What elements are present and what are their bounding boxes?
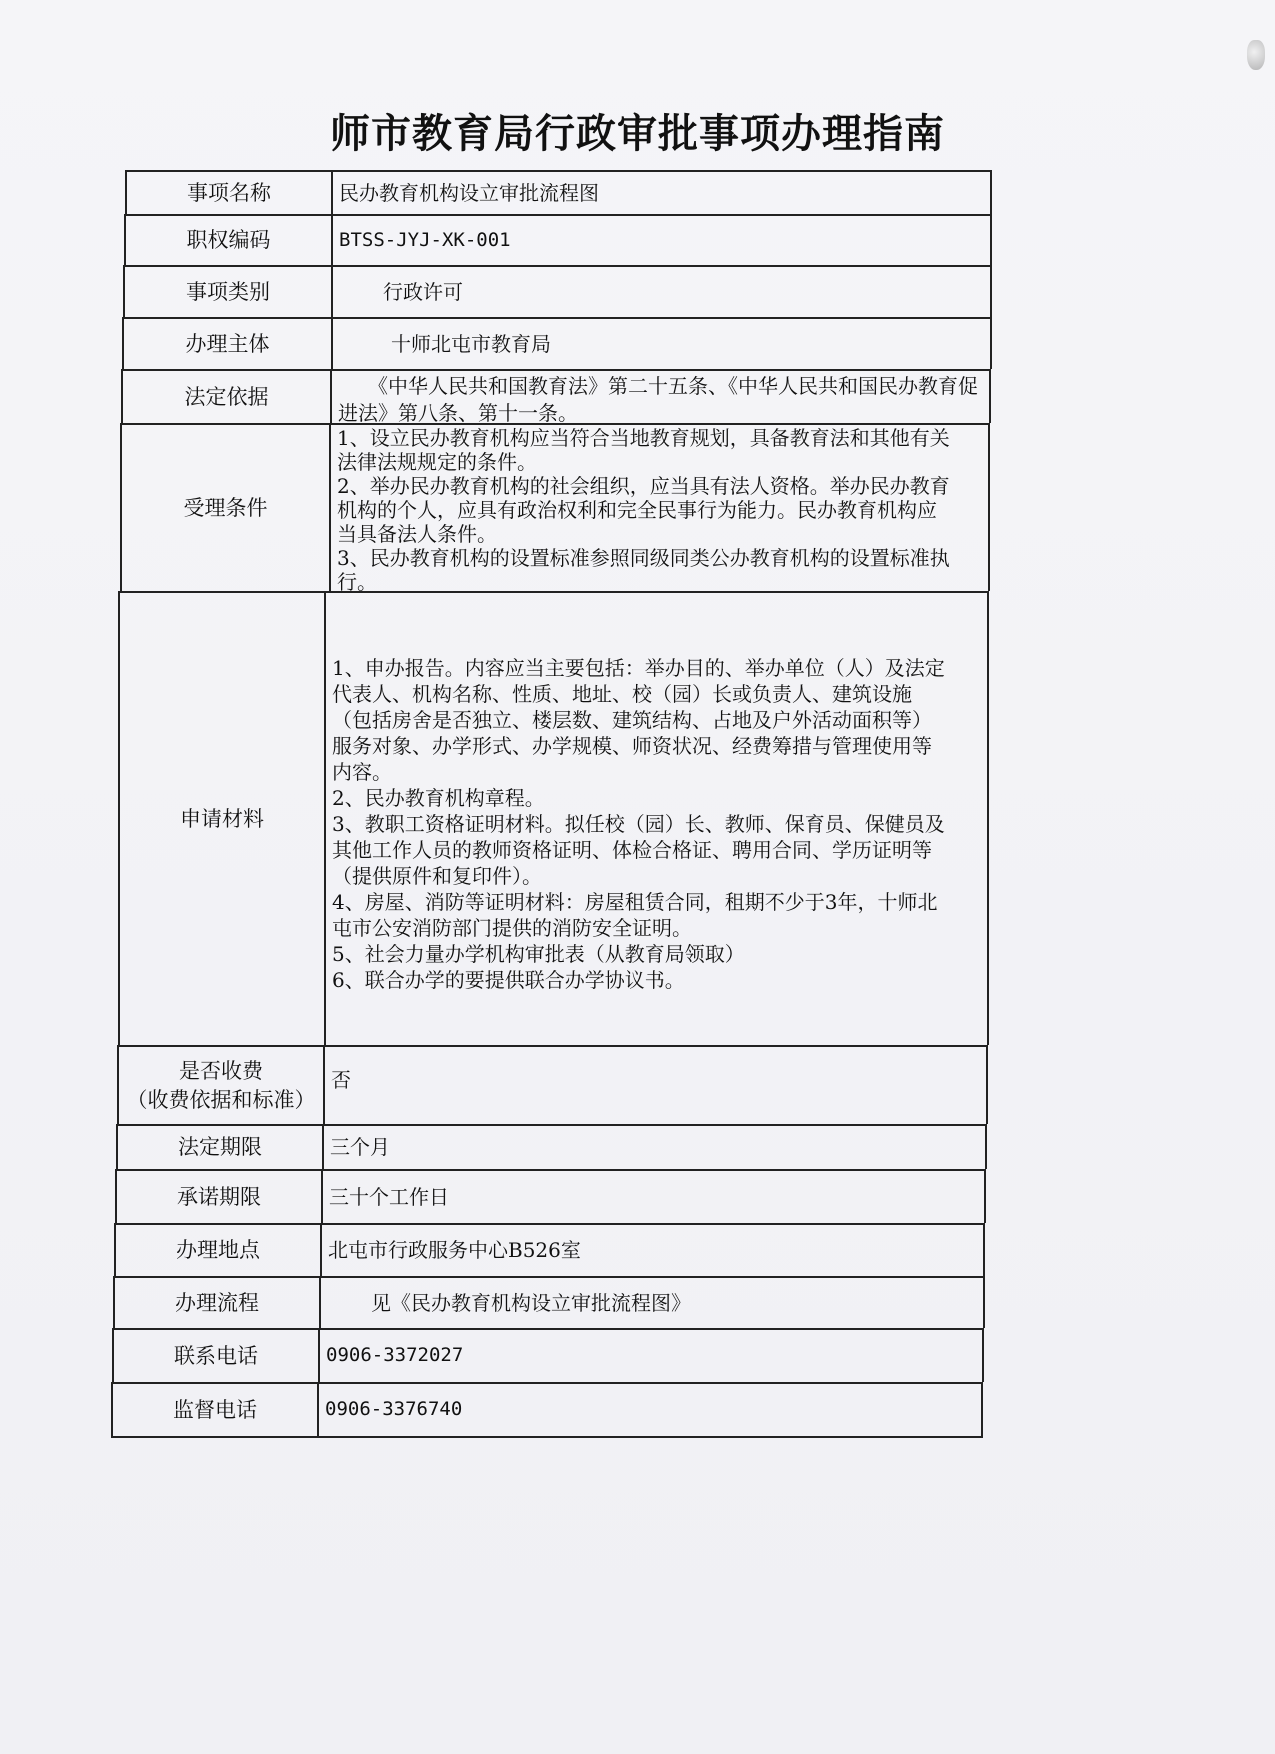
- table-row-process: [113, 1276, 985, 1328]
- row-label: [119, 1047, 325, 1124]
- text-line: （提供原件和复印件）。: [332, 864, 542, 888]
- row-value: 0906-3376740: [325, 1398, 463, 1421]
- table-row-authority-code: [124, 214, 992, 265]
- text-line: 行。: [337, 570, 377, 594]
- row-label: 申请材料: [120, 593, 326, 1045]
- text-line: 6、联合办学的要提供联合办学协议书。: [332, 968, 685, 992]
- row-value: 民办教育机构设立审批流程图: [339, 180, 599, 205]
- table-row-location: [114, 1223, 985, 1276]
- row-value: 十师北屯市教育局: [391, 331, 551, 356]
- text-line: 进法》第八条、第十一条。: [338, 401, 578, 425]
- table-row-item-name: [125, 170, 992, 214]
- row-label: 职权编码: [126, 216, 333, 265]
- row-label: 事项名称: [127, 172, 333, 214]
- row-label: 办理主体: [124, 319, 333, 369]
- text-line: 法律法规规定的条件。: [337, 450, 537, 474]
- table-row-legal-deadline: [116, 1124, 987, 1169]
- text-line: 其他工作人员的教师资格证明、体检合格证、聘用合同、学历证明等: [332, 838, 932, 862]
- row-label: 办理流程: [115, 1278, 321, 1328]
- row-value: 见《民办教育机构设立审批流程图》: [371, 1290, 691, 1315]
- scan-artifact: [1247, 40, 1265, 70]
- table-row-application-materials: [118, 591, 989, 1045]
- row-label: 受理条件: [122, 425, 331, 591]
- text-line: 代表人、机构名称、性质、地址、校（园）长或负责人、建筑设施: [332, 682, 912, 706]
- table-row-supervision-phone: [111, 1382, 983, 1438]
- row-label: 事项类别: [125, 267, 333, 317]
- row-value: 三十个工作日: [329, 1184, 449, 1209]
- row-value: [332, 371, 989, 423]
- row-value: 北屯市行政服务中心B526室: [328, 1238, 581, 1262]
- text-line: 机构的个人，应具有政治权利和完全民事行为能力。民办教育机构应: [337, 498, 937, 522]
- row-value: BTSS-JYJ-XK-001: [339, 228, 511, 251]
- text-line: 2、民办教育机构章程。: [332, 786, 545, 810]
- text-line: 内容。: [332, 760, 392, 784]
- row-label: 联系电话: [114, 1330, 320, 1382]
- page-title: 师市教育局行政审批事项办理指南: [330, 111, 945, 157]
- table-row-acceptance-conditions: [120, 423, 990, 594]
- text-line: 屯市公安消防部门提供的消防安全证明。: [332, 916, 692, 940]
- row-value: 否: [331, 1068, 351, 1092]
- text-line: （包括房舍是否独立、楼层数、建筑结构、占地及户外活动面积等）: [332, 708, 932, 732]
- row-label: 法定依据: [123, 371, 332, 423]
- text-line: 2、举办民办教育机构的社会组织，应当具有法人资格。举办民办教育: [337, 474, 950, 498]
- row-value: [331, 425, 988, 594]
- text-line: 5、社会力量办学机构审批表（从教育局领取）: [332, 942, 745, 966]
- text-line: 3、民办教育机构的设置标准参照同级同类公办教育机构的设置标准执: [337, 546, 950, 570]
- row-value: 行政许可: [383, 279, 463, 304]
- row-value: 三个月: [330, 1135, 390, 1159]
- text-line: 《中华人民共和国教育法》第二十五条、《中华人民共和国民办教育促: [368, 374, 978, 398]
- row-label: 法定期限: [118, 1126, 324, 1169]
- table-row-category: [123, 265, 992, 317]
- text-line: 4、房屋、消防等证明材料：房屋租赁合同，租期不少于3年，十师北: [332, 890, 938, 914]
- row-label: 监督电话: [113, 1384, 319, 1436]
- table-row-legal-basis: [121, 369, 991, 423]
- table-row-contact-phone: [112, 1328, 984, 1382]
- text-line: 3、教职工资格证明材料。拟任校（园）长、教师、保育员、保健员及: [332, 812, 945, 836]
- table-row-fee: [117, 1045, 988, 1124]
- row-value: 0906-3372027: [326, 1344, 464, 1367]
- text-line: 1、设立民办教育机构应当符合当地教育规划，具备教育法和其他有关: [337, 426, 950, 450]
- row-label: 办理地点: [116, 1225, 322, 1276]
- fee-label: 是否收费: [179, 1059, 263, 1084]
- fee-basis-label: （收费依据和标准）: [126, 1087, 316, 1112]
- text-line: 服务对象、办学形式、办学规模、师资状况、经费筹措与管理使用等: [332, 734, 932, 758]
- text-line: 1、申办报告。内容应当主要包括：举办目的、举办单位（人）及法定: [332, 656, 945, 680]
- row-label: 承诺期限: [117, 1171, 323, 1223]
- table-row-promised-deadline: [115, 1169, 986, 1223]
- table-row-handling-body: [122, 317, 992, 369]
- text-line: 当具备法人条件。: [337, 522, 497, 546]
- row-value: [326, 593, 987, 1045]
